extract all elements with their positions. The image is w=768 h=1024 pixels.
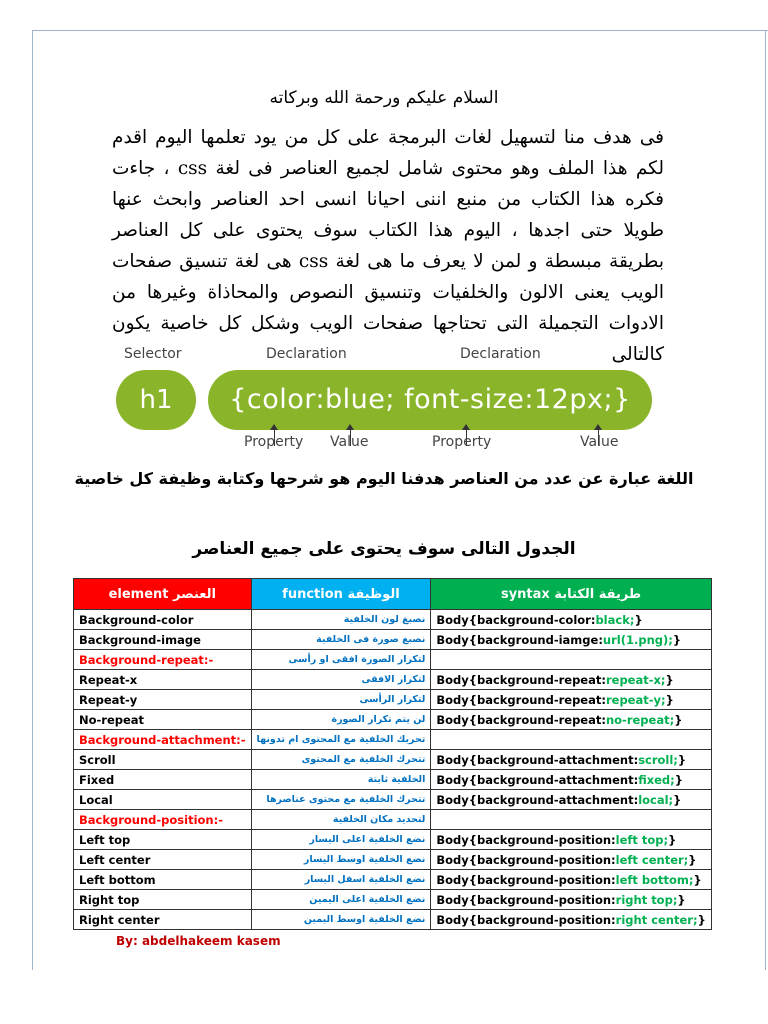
syntax-cell — [431, 830, 711, 850]
syntax-prefix: Body{background-position: — [436, 832, 616, 847]
syntax-value: fixed; — [638, 772, 675, 787]
css-syntax-diagram — [110, 340, 670, 460]
greeting: السلام عليكم ورحمة الله وبركاته — [269, 88, 499, 108]
function-cell: لتحديد مكان الخلفية — [251, 810, 431, 830]
syntax-cell — [431, 690, 711, 710]
element-cell: Left bottom — [74, 870, 252, 890]
syntax-value: black; — [595, 612, 635, 627]
syntax-cell — [431, 870, 711, 890]
table-row — [74, 750, 712, 770]
heading-language-description: اللغة عبارة عن عدد من العناصر هدفنا اليوم هو شرحها وكتابة وظيفة كل خاصية — [74, 469, 694, 488]
syntax-suffix: } — [697, 912, 706, 927]
syntax-value: repeat-x; — [605, 672, 666, 687]
syntax-cell — [431, 810, 711, 830]
syntax-cell — [431, 890, 711, 910]
syntax-cell — [431, 710, 711, 730]
declaration-pill: {color:blue; font-size:12px;} — [208, 370, 652, 430]
element-cell: Background-image — [74, 630, 252, 650]
syntax-cell — [431, 650, 711, 670]
syntax-prefix: Body{background-position: — [436, 912, 616, 927]
syntax-prefix: Body{background-repeat: — [436, 692, 606, 707]
table-row — [74, 910, 712, 930]
syntax-cell — [431, 610, 711, 630]
syntax-cell — [431, 770, 711, 790]
syntax-cell — [431, 850, 711, 870]
table-row — [74, 790, 712, 810]
syntax-prefix: Body{background-attachment: — [436, 772, 639, 787]
syntax-suffix: } — [677, 892, 686, 907]
element-cell: Scroll — [74, 750, 252, 770]
syntax-prefix: Body{background-iamge: — [436, 632, 603, 647]
syntax-prefix: Body{background-position: — [436, 852, 616, 867]
syntax-prefix: Body{background-repeat: — [436, 712, 606, 727]
element-cell: Repeat-y — [74, 690, 252, 710]
property-label-1: Property — [244, 434, 304, 450]
syntax-suffix: } — [674, 712, 683, 727]
heading-table-intro: الجدول التالى سوف يحتوى على جميع العناصر — [192, 539, 576, 559]
syntax-value: left bottom; — [615, 872, 694, 887]
table-row — [74, 690, 712, 710]
syntax-suffix: } — [665, 692, 674, 707]
function-cell: نصبغ لون الخلفية — [251, 610, 431, 630]
syntax-suffix: } — [672, 632, 682, 647]
element-cell: Background-repeat:- — [74, 650, 252, 670]
table-row — [74, 610, 712, 630]
element-cell: Right top — [74, 890, 252, 910]
syntax-suffix: } — [665, 672, 674, 687]
function-cell: تتحرك الخلفية مع محتوى عناصرها — [251, 790, 431, 810]
function-cell: لن يتم تكرار الصورة — [251, 710, 431, 730]
syntax-value: left center; — [615, 852, 689, 867]
syntax-prefix: Body{background-repeat: — [436, 672, 606, 687]
declaration-label-1: Declaration — [266, 346, 347, 362]
function-cell: نضع الخلفية اعلى اليمين — [251, 890, 431, 910]
syntax-value: right center; — [615, 912, 698, 927]
css-elements-table — [73, 578, 712, 930]
function-cell: لتكرار الرأسى — [251, 690, 431, 710]
syntax-prefix: Body{background-attachment: — [436, 792, 639, 807]
table-row — [74, 670, 712, 690]
declaration-label-2: Declaration — [460, 346, 541, 362]
function-cell: نضع الخلفية اوسط اليمين — [251, 910, 431, 930]
element-cell: Fixed — [74, 770, 252, 790]
syntax-prefix: Body{background-position: — [436, 892, 616, 907]
syntax-suffix: } — [688, 852, 697, 867]
syntax-value: repeat-y; — [605, 692, 666, 707]
value-label-1: Value — [330, 434, 369, 450]
function-cell: نصبغ صورة فى الخلفية — [251, 630, 431, 650]
element-cell: No-repeat — [74, 710, 252, 730]
function-cell: الخلفية ثابتة — [251, 770, 431, 790]
syntax-prefix: Body{background-attachment: — [436, 752, 639, 767]
page-border-top — [32, 30, 768, 31]
syntax-suffix: } — [668, 832, 677, 847]
element-cell: Local — [74, 790, 252, 810]
table-row — [74, 850, 712, 870]
syntax-value: no-repeat; — [605, 712, 675, 727]
table-header-row — [74, 579, 712, 610]
table-row — [74, 890, 712, 910]
function-cell: لتكرار الافقى — [251, 670, 431, 690]
syntax-value: left top; — [615, 832, 669, 847]
element-cell: Left center — [74, 850, 252, 870]
element-cell: Background-position:- — [74, 810, 252, 830]
table-row — [74, 730, 712, 750]
page-border-right — [765, 30, 766, 970]
header-function: function الوظيفة — [251, 579, 431, 610]
syntax-value: right top; — [615, 892, 678, 907]
function-cell: لتكرار الصورة افقى او رأسى — [251, 650, 431, 670]
table-row — [74, 770, 712, 790]
syntax-suffix: } — [634, 612, 643, 627]
header-element: element العنصر — [74, 579, 252, 610]
function-cell: نضع الخلفية اوسط اليسار — [251, 850, 431, 870]
function-cell: نضع الخلفية اعلى اليسار — [251, 830, 431, 850]
page-border-left — [32, 30, 33, 970]
syntax-cell — [431, 790, 711, 810]
syntax-value: url(1.png); — [602, 632, 673, 647]
function-cell: نضع الخلفية اسفل اليسار — [251, 870, 431, 890]
author-credit: By: abdelhakeem kasem — [116, 934, 281, 948]
element-cell: Left top — [74, 830, 252, 850]
syntax-cell — [431, 670, 711, 690]
table-row — [74, 810, 712, 830]
table-row — [74, 710, 712, 730]
header-syntax: syntax طريقة الكتابة — [431, 579, 711, 610]
syntax-suffix: } — [677, 752, 687, 767]
function-cell: تحريك الخلفية مع المحتوى ام تدونها — [251, 730, 431, 750]
selector-label: Selector — [124, 346, 182, 362]
syntax-prefix: Body{background-color: — [436, 612, 596, 627]
syntax-suffix: } — [674, 772, 683, 787]
syntax-value: scroll; — [638, 752, 678, 767]
property-label-2: Property — [432, 434, 492, 450]
element-cell: Right center — [74, 910, 252, 930]
table-row — [74, 630, 712, 650]
syntax-cell — [431, 630, 711, 650]
function-cell: تتحرك الخلفية مع المحتوى — [251, 750, 431, 770]
syntax-prefix: Body{background-position: — [436, 872, 616, 887]
selector-pill: h1 — [116, 370, 196, 430]
element-cell: Background-color — [74, 610, 252, 630]
syntax-cell — [431, 750, 711, 770]
table-row — [74, 650, 712, 670]
syntax-cell — [431, 910, 711, 930]
value-label-2: Value — [580, 434, 619, 450]
element-cell: Background-attachment:- — [74, 730, 252, 750]
table-row — [74, 830, 712, 850]
syntax-value: local; — [638, 792, 674, 807]
table-row — [74, 870, 712, 890]
syntax-suffix: } — [693, 872, 702, 887]
element-cell: Repeat-x — [74, 670, 252, 690]
syntax-cell — [431, 730, 711, 750]
intro-paragraph: فى هدف منا لتسهيل لغات البرمجة على كل من يود تعلمها اليوم اقدم لكم هذا الملف وهو محتوى شامل لجميع العناصر فى لغة css ، جاءت فكره هذا الكتاب من منبع اننى احيانا انسى احد العناصر وابحث عنها طويلا حتى اجدها ، اليوم هذا الكتاب سوف يحتوى على كل العناصر بطريقة مبسطة و لمن لا يعرف ما هى لغة css هى لغة تنسيق صفحات الويب يعنى الالون والخلفيات وتنسيق النصوص والمحاذاة وغيرها من الادوات التجميلة التى تحتاجها صفحات الويب وشكل كل خاصية يكون كالتالى — [112, 127, 664, 365]
syntax-suffix: } — [673, 792, 682, 807]
